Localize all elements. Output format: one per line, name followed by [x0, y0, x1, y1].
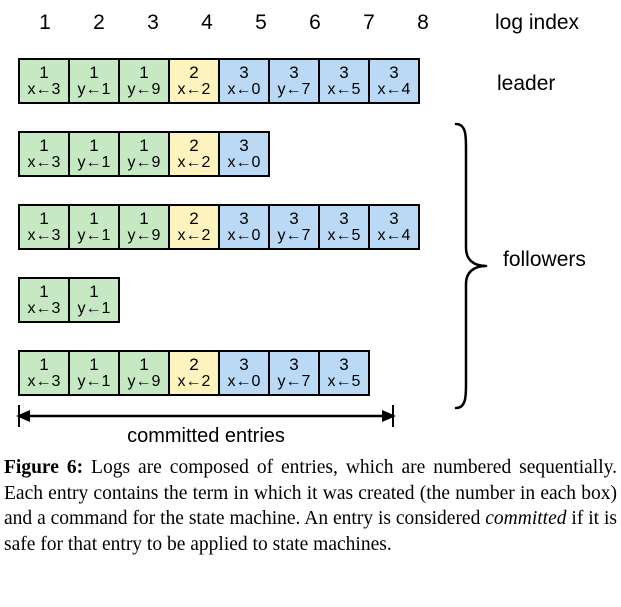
log-entry-term: 1	[89, 354, 99, 374]
log-entry-command: y←9	[127, 372, 161, 390]
log-entry-command: x←3	[27, 372, 61, 390]
log-entry-term: 1	[89, 62, 99, 82]
log-entry	[118, 204, 170, 250]
log-entry-term: 1	[139, 62, 149, 82]
caption-text-part1: Logs are composed of entries, which are numbered sequentially. Each entry contains the term in which it was created (the number in each box) and a command for the state machine. An entry is considered	[4, 457, 617, 530]
log-entry-command: x←3	[27, 153, 61, 171]
followers-brace-icon	[452, 122, 490, 410]
log-entry-command: x←5	[327, 80, 361, 98]
log-entry	[68, 131, 120, 177]
log-index-2: 2	[93, 11, 105, 34]
log-entry	[68, 277, 120, 323]
log-entry-command: y←9	[127, 226, 161, 244]
log-row-leader	[18, 58, 418, 104]
log-entry-command: x←5	[327, 372, 361, 390]
log-entry-command: y←7	[277, 80, 311, 98]
log-entry-command: y←7	[277, 372, 311, 390]
log-entry-command: x←0	[227, 226, 261, 244]
log-entry	[218, 204, 270, 250]
followers-label: followers	[503, 248, 586, 271]
log-entry	[218, 350, 270, 396]
log-entry	[168, 204, 220, 250]
log-entry-term: 2	[189, 62, 199, 82]
log-index-7: 7	[363, 11, 375, 34]
log-entry	[268, 58, 320, 104]
figure-caption	[4, 455, 617, 558]
log-entry	[168, 350, 220, 396]
log-entry-command: x←4	[377, 80, 411, 98]
log-entry-term: 1	[89, 135, 99, 155]
log-index-3: 3	[147, 11, 159, 34]
log-entry-term: 3	[239, 354, 249, 374]
log-entry	[168, 58, 220, 104]
log-index-label: log index	[495, 11, 580, 34]
log-entry-term: 3	[239, 135, 249, 155]
log-entry-command: x←0	[227, 153, 261, 171]
log-entry-term: 2	[189, 208, 199, 228]
leader-label: leader	[497, 72, 556, 95]
log-index-1: 1	[39, 11, 51, 34]
log-entry-term: 3	[289, 354, 299, 374]
log-entry-term: 1	[139, 135, 149, 155]
log-entry	[368, 204, 420, 250]
log-entry-command: y←1	[77, 80, 111, 98]
log-entry	[318, 204, 370, 250]
log-row-follower-3	[18, 277, 118, 323]
log-entry-command: x←3	[27, 226, 61, 244]
log-entry	[18, 131, 70, 177]
log-entry-term: 1	[89, 208, 99, 228]
log-entry	[368, 58, 420, 104]
log-entry-term: 1	[39, 62, 49, 82]
log-entry-term: 3	[289, 208, 299, 228]
log-index-8: 8	[417, 11, 429, 34]
log-entry	[118, 350, 170, 396]
log-entry-term: 1	[89, 281, 99, 301]
log-entry-command: x←0	[227, 372, 261, 390]
log-entry-command: x←2	[177, 372, 211, 390]
log-entry-term: 1	[39, 281, 49, 301]
log-entry-term: 1	[139, 354, 149, 374]
log-entry-term: 1	[139, 208, 149, 228]
log-entry-command: y←1	[77, 153, 111, 171]
caption-figure-number: Figure 6:	[4, 457, 84, 478]
log-entry-command: x←5	[327, 226, 361, 244]
log-entry	[318, 350, 370, 396]
log-entry-term: 3	[289, 62, 299, 82]
log-entry	[168, 131, 220, 177]
log-entry-term: 3	[239, 208, 249, 228]
log-entry	[268, 204, 320, 250]
committed-entries-label: committed entries	[127, 425, 285, 447]
log-row-follower-2	[18, 204, 418, 250]
log-entry	[68, 204, 120, 250]
log-entry-term: 3	[339, 62, 349, 82]
log-entry	[18, 204, 70, 250]
log-entry-command: y←1	[77, 372, 111, 390]
caption-emphasis: committed	[485, 508, 567, 530]
log-entry-command: x←0	[227, 80, 261, 98]
log-entry-term: 3	[339, 354, 349, 374]
log-entry	[118, 58, 170, 104]
log-entry-term: 2	[189, 135, 199, 155]
log-entry-command: y←1	[77, 299, 111, 317]
log-entry-term: 3	[339, 208, 349, 228]
log-entry	[18, 350, 70, 396]
log-row-follower-4	[18, 350, 368, 396]
log-row-follower-1	[18, 131, 268, 177]
log-entry-command: x←3	[27, 299, 61, 317]
log-entry-command: y←1	[77, 226, 111, 244]
log-entry-command: y←7	[277, 226, 311, 244]
log-entry-command: x←2	[177, 153, 211, 171]
log-entry	[218, 58, 270, 104]
log-entry-command: x←3	[27, 80, 61, 98]
log-entry-term: 1	[39, 354, 49, 374]
log-entry-term: 3	[389, 208, 399, 228]
log-entry	[218, 131, 270, 177]
log-entry	[18, 277, 70, 323]
log-entry-command: x←4	[377, 226, 411, 244]
log-entry-command: x←2	[177, 80, 211, 98]
log-entry-command: y←9	[127, 80, 161, 98]
log-index-4: 4	[201, 11, 213, 34]
log-entry	[68, 350, 120, 396]
log-entry-command: x←2	[177, 226, 211, 244]
log-entry	[268, 350, 320, 396]
log-entry	[318, 58, 370, 104]
log-entry	[118, 131, 170, 177]
log-entry-term: 1	[39, 135, 49, 155]
log-entry-term: 2	[189, 354, 199, 374]
log-index-header	[18, 6, 450, 40]
log-entry	[18, 58, 70, 104]
log-index-5: 5	[255, 11, 267, 34]
log-entry	[68, 58, 120, 104]
log-entry-term: 3	[239, 62, 249, 82]
log-entry-command: y←9	[127, 153, 161, 171]
log-entry-term: 1	[39, 208, 49, 228]
log-index-6: 6	[309, 11, 321, 34]
log-entry-term: 3	[389, 62, 399, 82]
caption-text-part2: if it is safe for that entry to be applied to state machines.	[4, 508, 617, 556]
